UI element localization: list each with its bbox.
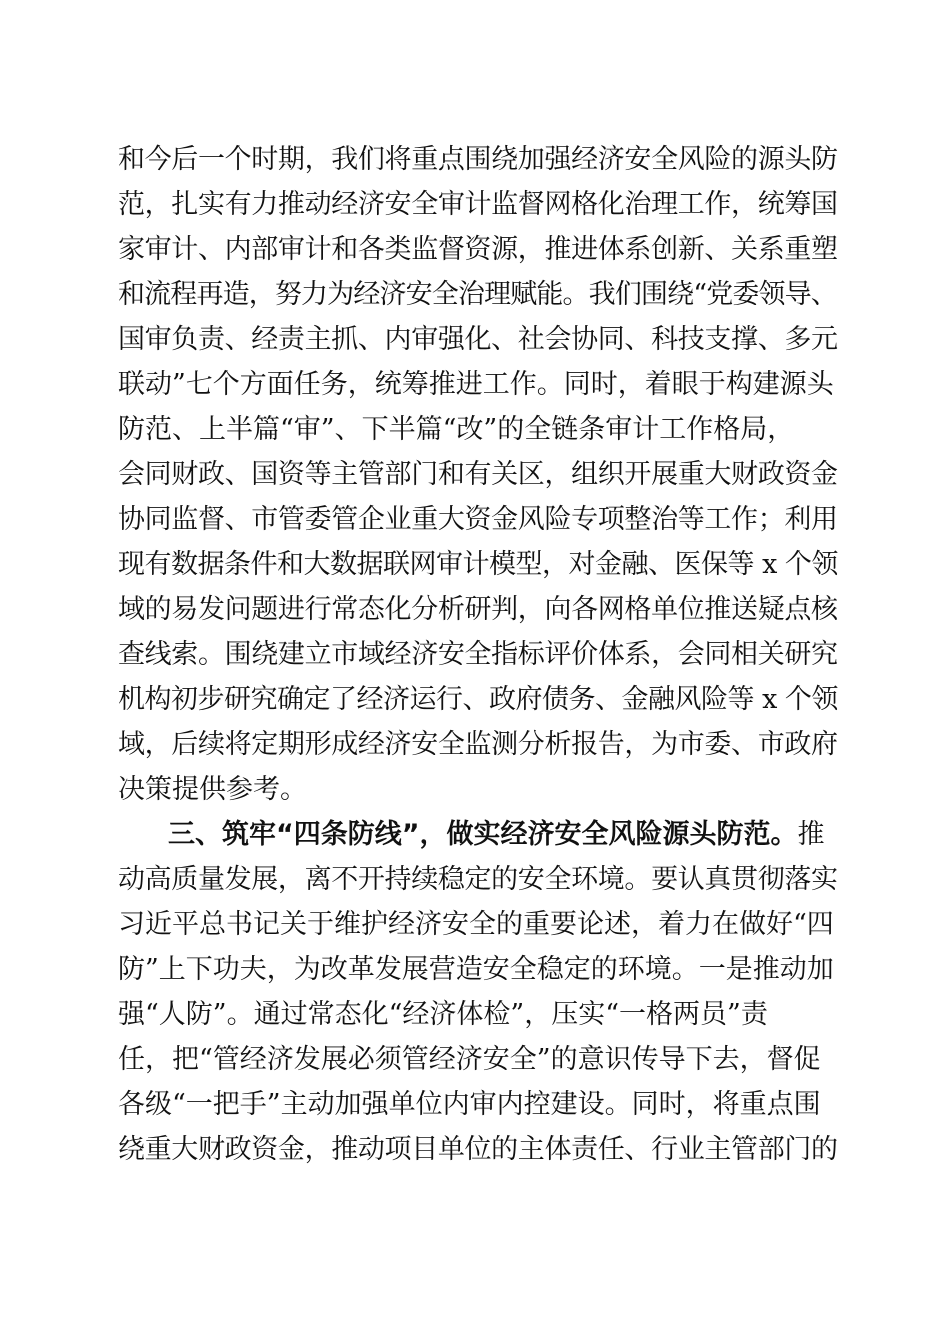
paragraph-line: 域，后续将定期形成经济安全监测分析报告，为市委、市政府 <box>118 729 838 760</box>
paragraph-line: 域的易发问题进行常态化分析研判，向各网格单位推送疑点核 <box>118 594 838 625</box>
paragraph-line: 动高质量发展，离不开持续稳定的安全环境。要认真贯彻落实 <box>118 864 838 895</box>
paragraph-line: 各级“一把手”主动加强单位内审内控建设。同时，将重点围 <box>118 1089 821 1120</box>
paragraph-line: 防”上下功夫，为改革发展营造安全稳定的环境。一是推动加 <box>118 954 834 985</box>
paragraph-line: 强“人防”。通过常态化“经济体检”，压实“一格两员”责 <box>118 999 768 1030</box>
paragraph-line: 绕重大财政资金，推动项目单位的主体责任、行业主管部门的 <box>118 1134 838 1165</box>
paragraph-line: 习近平总书记关于维护经济安全的重要论述，着力在做好“四 <box>118 909 834 940</box>
section-3-text-start: 推 <box>797 819 825 850</box>
paragraph-line: 防范、上半篇“审”、下半篇“改”的全链条审计工作格局， <box>118 414 795 445</box>
paragraph-line: 范，扎实有力推动经济安全审计监督网格化治理工作，统筹国 <box>118 189 838 220</box>
section-heading-line <box>168 813 838 857</box>
section-3-heading: 三、筑牢“四条防线”，做实经济安全风险源头防范。 <box>168 819 798 850</box>
paragraph-line: 和今后一个时期，我们将重点围绕加强经济安全风险的源头防 <box>118 144 838 175</box>
paragraph-line: 和流程再造，努力为经济安全治理赋能。我们围绕“党委领导、 <box>118 279 837 310</box>
paragraph-line: 查线索。围绕建立市域经济安全指标评价体系，会同相关研究 <box>118 639 838 670</box>
paragraph-line: 机构初步研究确定了经济运行、政府债务、金融风险等 x 个领 <box>118 684 838 715</box>
paragraph-line: 联动”七个方面任务，统筹推进工作。同时，着眼于构建源头 <box>118 369 834 400</box>
paragraph-line: 决策提供参考。 <box>118 774 307 805</box>
paragraph-line: 协同监督、市管委管企业重大资金风险专项整治等工作；利用 <box>118 504 838 535</box>
paragraph-line: 任，把“管经济发展必须管经济安全”的意识传导下去，督促 <box>118 1044 821 1075</box>
paragraph-line: 国审负责、经责主抓、内审强化、社会协同、科技支撑、多元 <box>118 324 838 355</box>
paragraph-line: 家审计、内部审计和各类监督资源，推进体系创新、关系重塑 <box>118 234 838 265</box>
paragraph-line: 现有数据条件和大数据联网审计模型，对金融、医保等 x 个领 <box>118 549 838 580</box>
paragraph-line: 会同财政、国资等主管部门和有关区，组织开展重大财政资金 <box>118 459 838 490</box>
